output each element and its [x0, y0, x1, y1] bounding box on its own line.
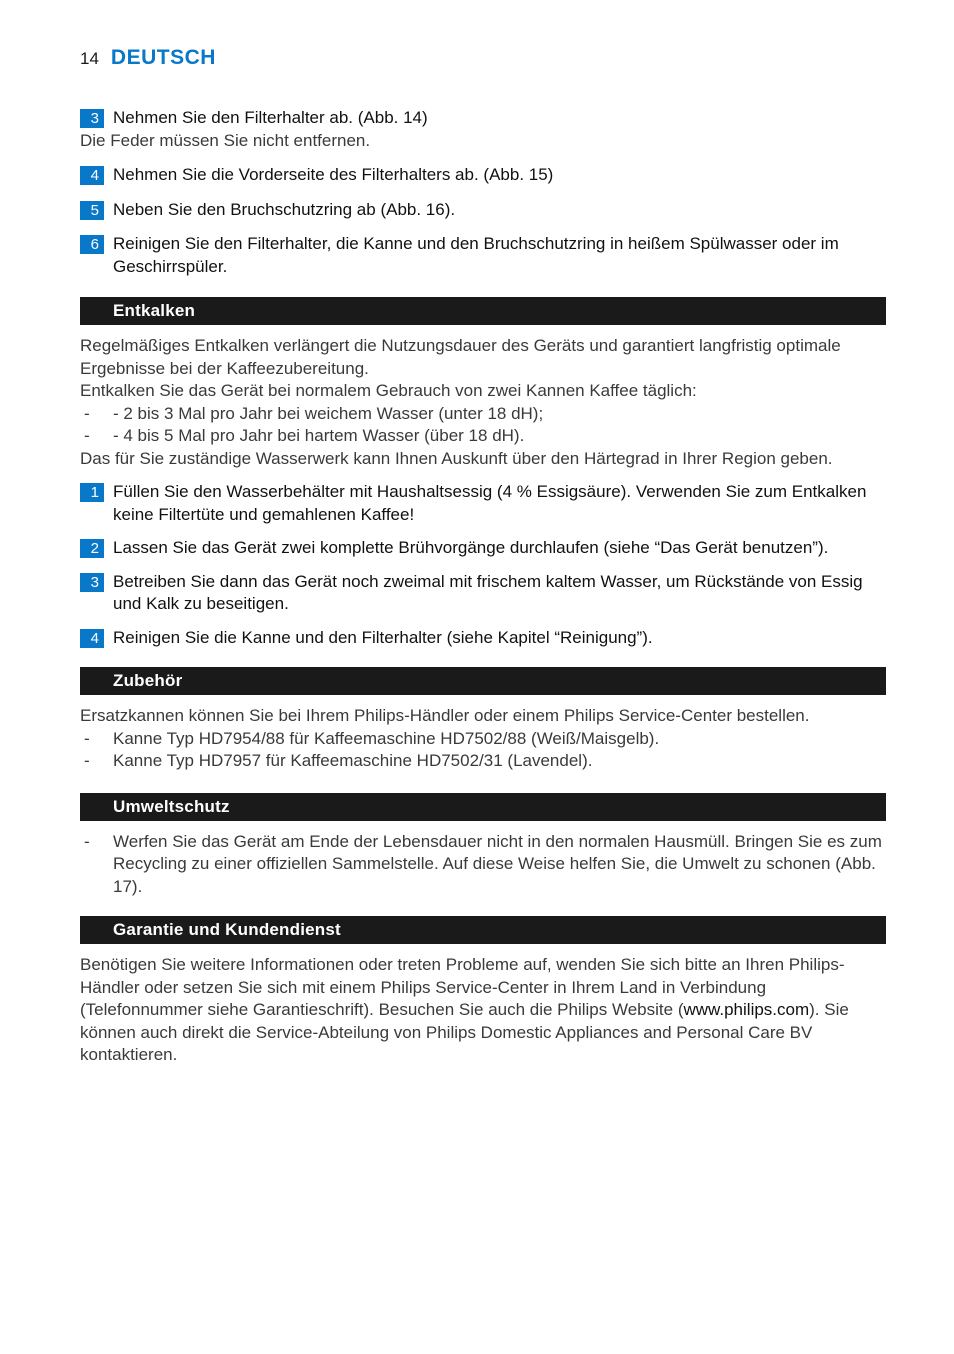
page-content: [80, 107, 886, 1067]
list-item: [80, 403, 886, 426]
section-header-descaling: Entkalken: [80, 297, 886, 325]
guarantee-text: [80, 954, 886, 1067]
list-item-text: - 4 bis 5 Mal pro Jahr bei hartem Wasser (über 18 dH).: [113, 426, 525, 445]
language-title: DEUTSCH: [110, 46, 216, 69]
section-header-environment: Umweltschutz: [80, 793, 886, 821]
list-item-text: Kanne Typ HD7957 für Kaffeemaschine HD7502/31 (Lavendel).: [113, 751, 593, 770]
list-item: [80, 750, 886, 773]
descaling-step-3: [80, 571, 886, 616]
list-item-text: Kanne Typ HD7954/88 für Kaffeemaschine HD7502/88 (Weiß/Maisgelb).: [113, 728, 660, 748]
step-text: Lassen Sie das Gerät zwei komplette Brühvorgänge durchlaufen (siehe “Das Gerät benutzen”).: [113, 538, 829, 557]
step-number-badge: 5: [80, 201, 104, 220]
step-text: Betreiben Sie dann das Gerät noch zweimal mit frischem kaltem Wasser, um Rückstände von Essig und Kalk zu beseitigen.: [113, 571, 863, 613]
guarantee-text-end: ). Sie können auch direkt die Service-Abteilung von Philips Domestic Appliances and Personal Care BV kontaktieren.: [80, 1000, 849, 1064]
list-item: [80, 831, 886, 899]
list-item: [80, 425, 886, 448]
page-header: [80, 46, 216, 74]
descaling-water-info: Das für Sie zuständige Wasserwerk kann Ihnen Auskunft über den Härtegrad in Ihrer Region geben.: [80, 448, 833, 468]
dash-bullet: -: [84, 403, 90, 423]
step-number-badge: 3: [80, 109, 104, 128]
step-text: Nehmen Sie den Filterhalter ab. (Abb. 14): [113, 108, 428, 127]
accessories-intro: Ersatzkannen können Sie bei Ihrem Philips-Händler oder einem Philips Service-Center bestellen.: [80, 706, 810, 725]
philips-website-link[interactable]: www.philips.com: [683, 1000, 810, 1019]
step-text: Füllen Sie den Wasserbehälter mit Haushaltsessig (4 % Essigsäure). Verwenden Sie zum Entkalken keine Filtertüte und gemahlenen Kaffee!: [113, 482, 867, 524]
list-item-text: Werfen Sie das Gerät am Ende der Lebensdauer nicht in den normalen Hausmüll. Bringen Sie es zum Recycling zu einer offiziellen Sammelstelle. Auf diese Weise helfen Sie, die Umwelt zu schonen (Abb. 17).: [113, 831, 882, 896]
descaling-step-1: [80, 481, 886, 526]
cleaning-step-4: [80, 164, 886, 187]
dash-bullet: -: [84, 831, 90, 851]
cleaning-step-5: [80, 199, 886, 222]
step-text: Nehmen Sie die Vorderseite des Filterhalters ab. (Abb. 15): [113, 165, 554, 184]
page-number: 14: [80, 49, 99, 68]
step-number-badge: 1: [80, 483, 104, 502]
step-number-badge: 2: [80, 539, 104, 558]
cleaning-step-6: [80, 233, 886, 278]
list-item-text: - 2 bis 3 Mal pro Jahr bei weichem Wasser (unter 18 dH);: [113, 403, 544, 423]
step-text: Reinigen Sie die Kanne und den Filterhalter (siehe Kapitel “Reinigung”).: [113, 627, 653, 647]
step-text: Neben Sie den Bruchschutzring ab (Abb. 16).: [113, 199, 456, 219]
step-number-badge: 4: [80, 166, 104, 185]
descaling-step-4: [80, 627, 886, 650]
step-number-badge: 3: [80, 573, 104, 592]
step-note: Die Feder müssen Sie nicht entfernen.: [80, 130, 371, 150]
step-number-badge: 6: [80, 235, 104, 254]
section-header-guarantee: Garantie und Kundendienst: [80, 916, 886, 944]
section-header-accessories: Zubehör: [80, 667, 886, 695]
dash-bullet: -: [84, 426, 90, 445]
dash-bullet: -: [84, 751, 90, 770]
guarantee-text-start: Benötigen Sie weitere Informationen oder treten Probleme auf, wenden Sie sich bitte an Ihren Philips-Händler oder setzen Sie sich mit einem Philips Service-Center in Ihrem Land in Verbindung (Telefonnummer siehe Garantieschrift). Besuchen Sie auch die Philips Website (: [80, 955, 845, 1019]
cleaning-step-3: [80, 107, 886, 130]
descaling-step-2: [80, 537, 886, 560]
descaling-intro: Regelmäßiges Entkalken verlängert die Nutzungsdauer des Geräts und garantiert langfristig optimale Ergebnisse bei der Kaffeezubereitung.: [80, 336, 841, 378]
dash-bullet: -: [84, 728, 90, 748]
step-number-badge: 4: [80, 629, 104, 648]
step-text: Reinigen Sie den Filterhalter, die Kanne und den Bruchschutzring in heißem Spülwasser oder im Geschirrspüler.: [113, 234, 839, 276]
list-item: [80, 728, 886, 751]
descaling-frequency-intro: Entkalken Sie das Gerät bei normalem Gebrauch von zwei Kannen Kaffee täglich:: [80, 381, 697, 400]
